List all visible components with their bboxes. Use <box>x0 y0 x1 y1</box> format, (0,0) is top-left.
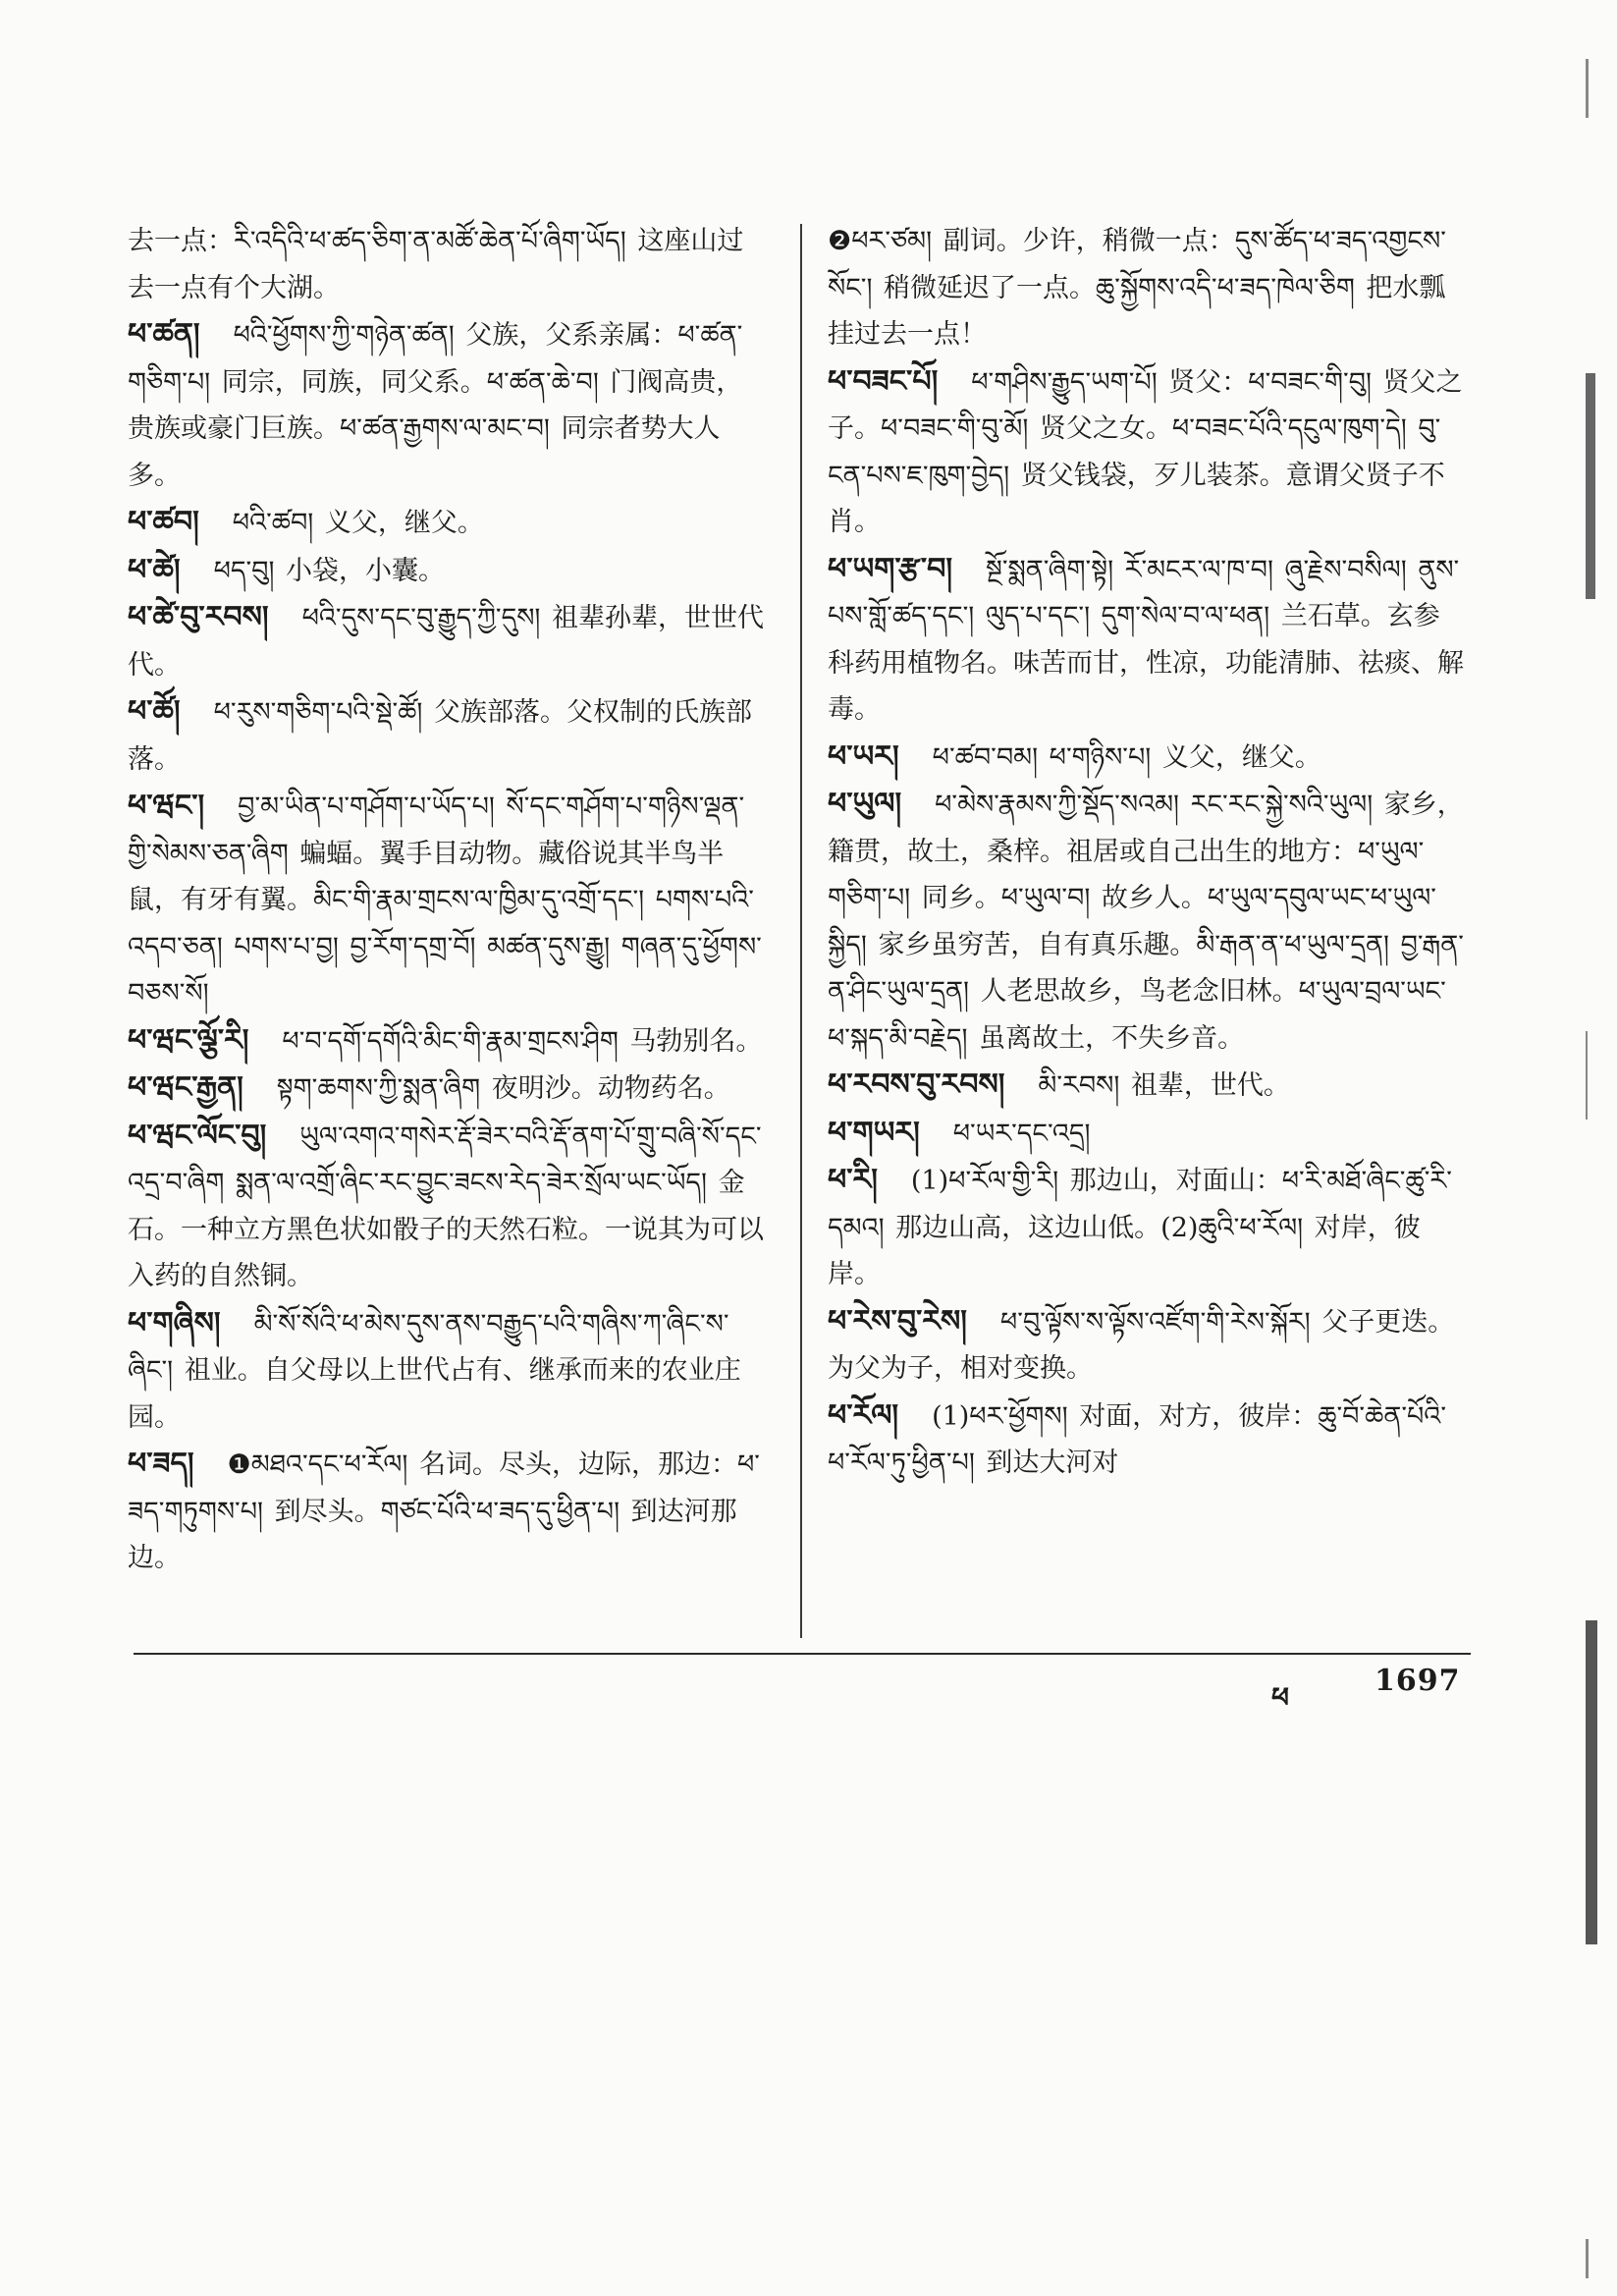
entry-headword: ཕ་བཟང་པོ། <box>828 363 939 399</box>
entry-definition: མི་སོ་སོའི་ཕ་མེས་དུས་ནས་བརྒྱུད་པའི་གཞིས་ཀ་ཞིང་ས་ཞིང་། 祖业。自父母以上世代占有、继承而来的农业庄园。 <box>128 1308 741 1433</box>
entry-definition: མི་རབས། 祖辈，世代。 <box>1038 1070 1290 1101</box>
entry-definition: ཕའི་ཕྱོགས་ཀྱི་གཉེན་ཚན། 父族，父系亲属：ཕ་ཚན་གཅིག་པ། 同宗，同族，同父系。ཕ་ཚན་ཆེ་བ། 门阀高贵，贵族或豪门巨族。ཕ་ཚན་རྒྱགས་ལ་མང་བ། 同宗者势大人多。 <box>128 320 743 491</box>
dictionary-entry <box>828 1393 1466 1487</box>
entry-headword: ཕ་ཡར། <box>828 738 899 774</box>
entry-headword: ཕ་གཡར། <box>828 1115 920 1150</box>
entry-headword: ཕ་རེས་བུ་རེས། <box>828 1303 967 1339</box>
dictionary-entry <box>828 1298 1466 1393</box>
dictionary-entry <box>828 218 1466 358</box>
dictionary-entry <box>128 499 766 547</box>
entry-definition: 去一点：རི་འདིའི་ཕ་ཚད་ཅིག་ན་མཚོ་ཆེན་པོ་ཞིག་ཡོད། 这座山过去一点有个大湖。 <box>128 226 744 303</box>
section-letter: ཕ <box>1271 1681 1289 1714</box>
entry-headword: ཕ་ཝང་། <box>128 789 205 823</box>
entry-definition: ཕད་བུ། 小袋，小囊。 <box>213 555 446 586</box>
entry-headword: ཕ་ཡུལ། <box>828 787 902 821</box>
dictionary-entry <box>128 1065 766 1113</box>
entry-definition: ཕ་གཤིས་རྒྱུད་ཡག་པོ། 贤父：ཕ་བཟང་གི་བུ། 贤父之子。ཕ་བཟང་གི་བུ་མོ། 贤父之女。ཕ་བཟང་པོའི་དངུལ་ཁུག་དེ། བུ་ངན་པས་ཇ་ཁུག་བྱེད། 贤父钱袋，歹儿装茶。意谓父贤子不肖。 <box>828 366 1463 537</box>
entry-definition: ཕ་ཡར་དང་འདྲ། <box>952 1118 1091 1149</box>
entry-headword: ཕ་ཝང་ལོང་བུ། <box>128 1118 267 1153</box>
entry-headword: ཕ་རབས་བུ་རབས། <box>828 1067 1005 1102</box>
entry-definition: བྱ་མ་ཡིན་པ་གཤོག་པ་ཡོད་པ། སོ་དང་གཤོག་པ་གཉིས་ལྡན་གྱི་སེམས་ཅན་ཞིག 蝙蝠。翼手目动物。藏俗说其半鸟半鼠，有牙有翼。མིང་གི་རྣམ་གྲངས་ལ་ཁྱིམ་དུ་འགྲོ་དང་། པགས་པའི་འདབ་ཅན། པགས་པ་བྱ། བྱ་རོག་དགྲ་བོ། མཚན་དུས་རྒྱུ། གཞན་དུ་ཕྱོགས་བཅས་སོ། <box>128 792 762 1009</box>
entry-headword: ཕ་རི། <box>828 1163 878 1197</box>
entry-headword: ཕ་ཚན། <box>128 317 200 352</box>
entry-headword: ཕ་གཞིས། <box>128 1305 221 1340</box>
entry-definition: ཕ་བ་དགོ་དགོའི་མིང་གི་རྣམ་གྲངས་ཤིག 马勃别名。 <box>282 1025 763 1057</box>
dictionary-entry <box>128 547 766 595</box>
entry-definition: (1)ཕ་རོལ་གྱི་རི། 那边山，对面山：ཕ་རི་མཐོ་ཞིང་ཚུ་རི་དམའ། 那边山高，这边山低。(2)ཆུའི་ཕ་རོལ། 对岸，彼岸。 <box>828 1166 1452 1289</box>
left-column <box>128 218 766 1582</box>
dictionary-entry <box>828 1157 1466 1298</box>
dictionary-entry <box>128 688 766 783</box>
dictionary-entry <box>828 734 1466 782</box>
dictionary-entry <box>828 1062 1466 1110</box>
entry-definition: སྔོ་སྨན་ཞིག་སྟེ། རོ་མངར་ལ་ཁ་བ། ཞུ་རྗེས་བསིལ། ནུས་པས་གློ་ཚད་དང་། ལུད་པ་དང་། དུག་སེལ་བ་ལ་ཕན། 兰石草。玄参科药用植物名。味苦而甘，性凉，功能清肺、祛痰、解毒。 <box>828 554 1464 725</box>
dictionary-entry <box>828 358 1466 546</box>
entry-headword: ཕ་ཚེ། <box>128 552 181 587</box>
dictionary-entry <box>128 594 766 688</box>
entry-headword: ཕ་ཟད། <box>128 1447 194 1481</box>
dictionary-entry <box>128 1017 766 1066</box>
column-divider <box>800 224 802 1638</box>
dictionary-entry <box>128 311 766 499</box>
entry-headword: ཕ་ཝང་ལྕོ་རི། <box>128 1022 249 1058</box>
entry-headword: ཕ་ཡག་རྩ་བ། <box>828 551 952 586</box>
right-column <box>828 218 1466 1487</box>
entry-headword: ཕ་ཝང་རྒྱན། <box>128 1070 243 1105</box>
entry-definition: ❷ཕར་ཙམ། 副词。少许，稍微一点：དུས་ཚོད་ཕ་ཟད་འགྱངས་སོང་། 稍微延迟了一点。ཆུ་སྐྱོགས་འདི་ཕ་ཟད་ཁེལ་ཅིག 把水瓢挂过去一点！ <box>828 226 1446 350</box>
entry-headword: ཕ་རོལ། <box>828 1397 899 1433</box>
dictionary-entry <box>828 781 1466 1062</box>
dictionary-entry <box>128 1300 766 1442</box>
entry-headword: ཕ་ཚབ། <box>128 505 199 539</box>
entry-definition: ཕ་མེས་རྣམས་ཀྱི་སྡོད་སའམ། རང་རང་སྐྱེ་སའི་ཡུལ། 家乡，籍贯，故土，桑梓。祖居或自己出生的地方：ཕ་ཡུལ་གཅིག་པ། 同乡。ཕ་ཡུལ་བ། 故乡人。ཕ་ཡུལ་དབུལ་ཡང་ཕ་ཡུལ་སྐྱིད། 家乡虽穷苦，自有真乐趣。མི་རྒན་ན་ཕ་ཡུལ་དྲན། བྱ་རྒན་ན་ཤིང་ཡུལ་དྲན། 人老思故乡，鸟老念旧林。ཕ་ཡུལ་བྲལ་ཡང་ཕ་སྐད་མི་བརྗེད། 虽离故土，不失乡音。 <box>828 790 1464 1054</box>
entry-headword: ཕ་ཚོ། <box>128 694 181 729</box>
footer-rule <box>134 1653 1471 1655</box>
entry-definition: ❶མཐའ་དང་ཕ་རོལ། 名词。尽头，边际，那边：ཕ་ཟད་གཏུགས་པ། 到尽头。གཙང་པོའི་ཕ་ཟད་དུ་ཕྱིན་པ། 到达河那边。 <box>128 1449 760 1573</box>
entry-definition: (1)ཕར་ཕྱོགས། 对面，对方，彼岸：ཆུ་བོ་ཆེན་པོའི་ཕ་རོལ་ཏུ་ཕྱིན་པ། 到达大河对 <box>828 1400 1446 1478</box>
dictionary-entry <box>828 1110 1466 1158</box>
entry-definition: ཕ་རུས་གཅིག་པའི་སྡེ་ཚོ། 父族部落。父权制的氏族部落。 <box>128 697 752 775</box>
entry-definition: ཕའི་ཚབ། 义父，继父。 <box>232 508 484 538</box>
dictionary-entry <box>828 546 1466 734</box>
entry-definition: ཕའི་དུས་དང་བུ་རྒྱུད་ཀྱི་དུས། 祖辈孙辈，世世代代。 <box>128 603 765 681</box>
scan-margin-marks <box>1586 49 1605 2259</box>
entry-definition: ཕ་བུ་ལྟོས་ས་ལྟོས་འཛོག་གི་རེས་སྐོར། 父子更迭。为父为子，相对变换。 <box>828 1306 1455 1384</box>
dictionary-entry <box>128 783 766 1017</box>
dictionary-entry <box>128 1113 766 1300</box>
page-number: 1697 <box>1374 1664 1461 1698</box>
entry-definition: སྟག་ཆགས་ཀྱི་སྨན་ཞིག 夜明沙。动物药名。 <box>276 1073 730 1104</box>
dictionary-entry <box>128 1441 766 1582</box>
entry-definition: ཡུལ་འགའ་གསེར་རྡོ་ཟེར་བའི་རྡོ་ནག་པོ་གྲུ་བཞི་སོ་དང་འདྲ་བ་ཞིག སྨན་ལ་འགྲོ་ཞིང་རང་བྱུང་ཟངས་རེད་ཟེར་སྲོལ་ཡང་ཡོད། 金石。一种立方黑色状如骰子的天然石粒。一说其为可以入药的自然铜。 <box>128 1121 764 1291</box>
entry-definition: ཕ་ཚབ་བམ། ཕ་གཉིས་པ། 义父，继父。 <box>932 741 1321 773</box>
entry-headword: ཕ་ཚེ་བུ་རབས། <box>128 600 269 634</box>
dictionary-entry <box>128 218 766 311</box>
